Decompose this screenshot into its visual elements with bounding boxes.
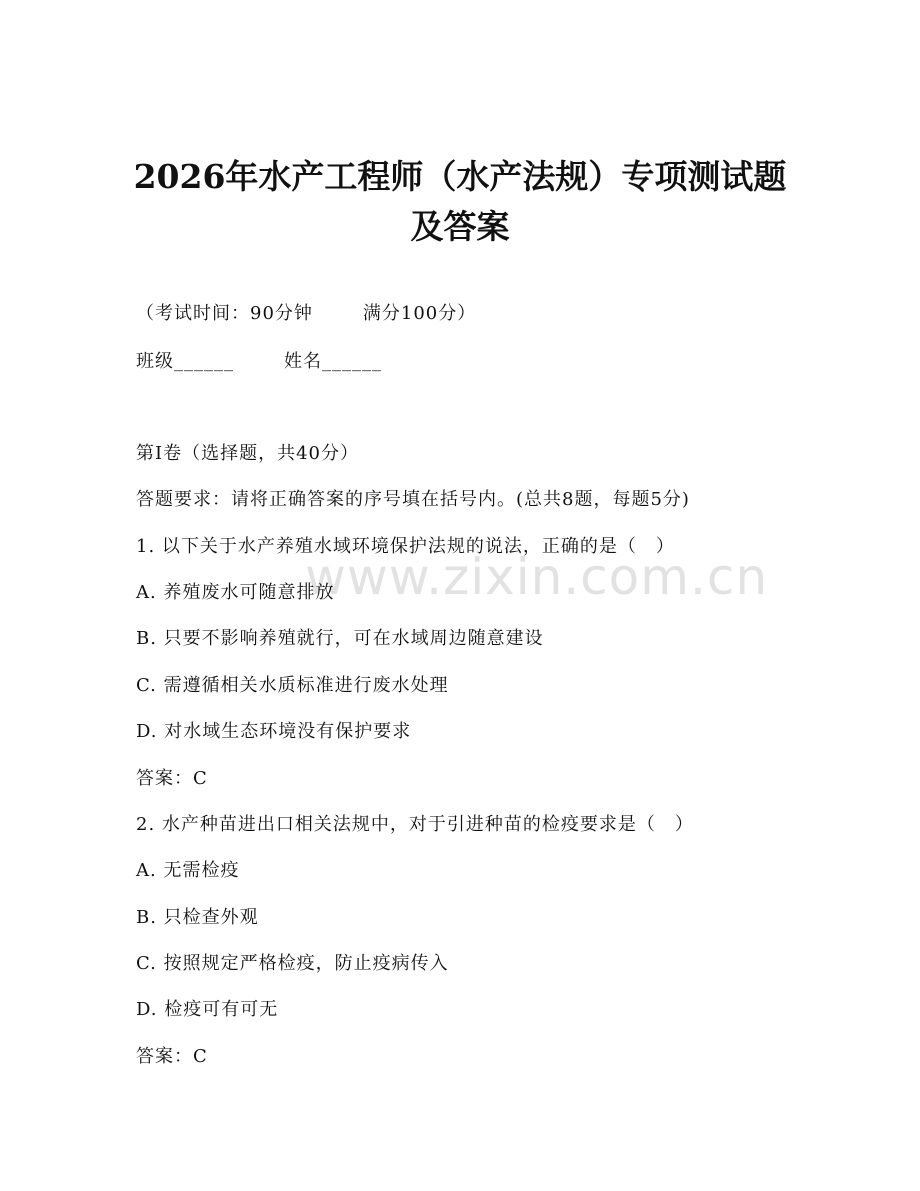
exam-time: （考试时间：90分钟 (136, 303, 313, 324)
section-instructions: 答题要求：请将正确答案的序号填在括号内。(总共8题，每题5分) (136, 489, 690, 510)
question-stem: 1. 以下关于水产养殖水域环境保护法规的说法，正确的是（ ） (136, 536, 675, 557)
question-answer: 答案：C (136, 1046, 208, 1067)
question-option: B. 只要不影响养殖就行，可在水域周边随意建设 (136, 628, 544, 649)
question-option: B. 只检查外观 (136, 907, 259, 928)
question-option: D. 对水域生态环境没有保护要求 (136, 721, 412, 742)
section-heading: 第I卷（选择题，共40分） (136, 443, 360, 464)
question-option: C. 按照规定严格检疫，防止疫病传入 (136, 953, 449, 974)
document-title-line-1: 2026年水产工程师（水产法规）专项测试题 (133, 157, 787, 196)
question-stem: 2. 水产种苗进出口相关法规中，对于引进种苗的检疫要求是（ ） (136, 814, 694, 835)
question-option: A. 养殖废水可随意排放 (136, 582, 335, 603)
watermark: www.zixin.com.cn (305, 548, 769, 606)
student-info (136, 353, 382, 371)
document-title-line-2: 及答案 (410, 207, 510, 246)
exam-info (136, 305, 476, 323)
exam-score: 满分100分） (362, 303, 477, 324)
question-option: D. 检疫可有可无 (136, 999, 279, 1020)
question-answer: 答案：C (136, 768, 208, 789)
name-field: 姓名______ (284, 351, 382, 372)
question-option: A. 无需检疫 (136, 860, 240, 881)
class-field: 班级______ (136, 351, 234, 372)
question-option: C. 需遵循相关水质标准进行废水处理 (136, 675, 449, 696)
